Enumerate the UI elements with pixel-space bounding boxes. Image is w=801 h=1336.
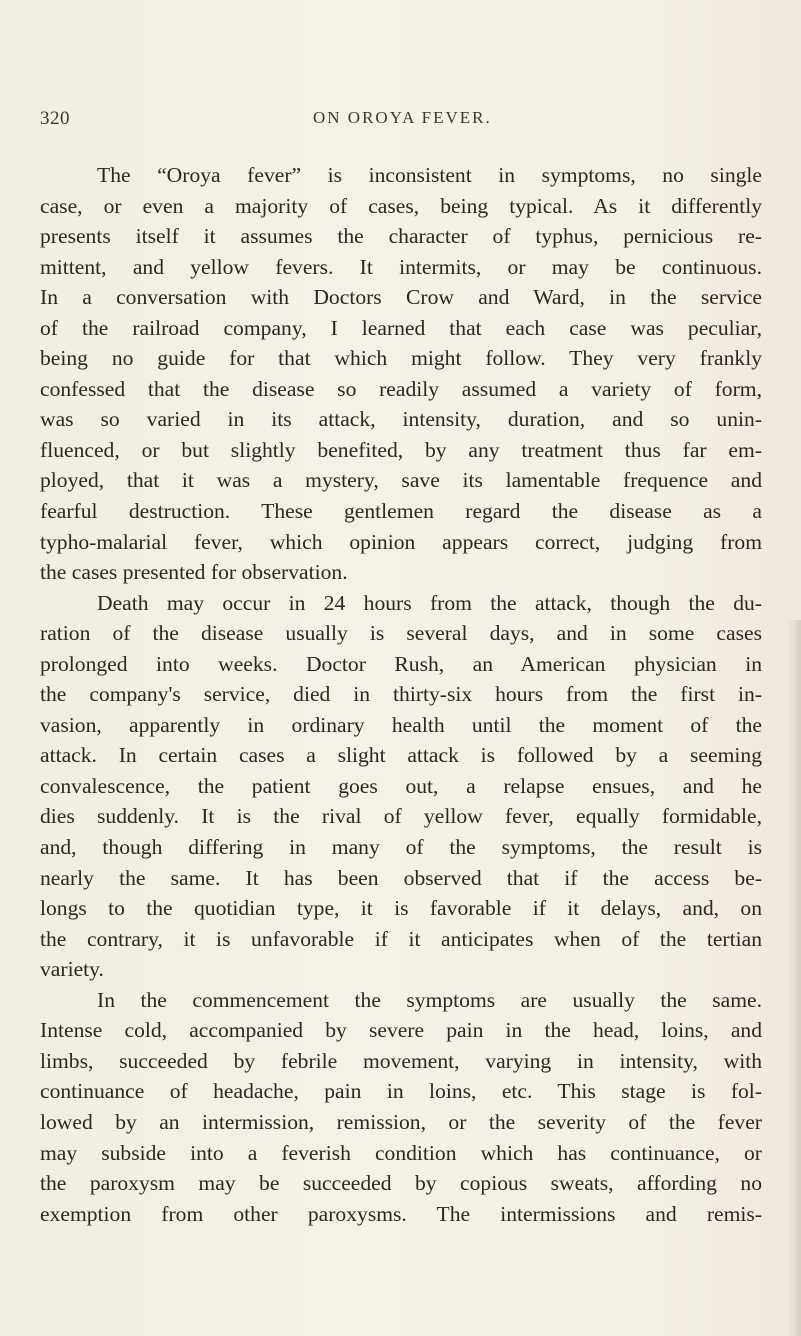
text-line: continuance of headache, pain in loins, etc. This stage is fol- xyxy=(40,1079,762,1104)
text-line: the contrary, it is unfavorable if it anticipates when of the tertian xyxy=(40,926,762,951)
body-text xyxy=(40,160,762,1229)
text-line: presents itself it assumes the character of typhus, pernicious re- xyxy=(40,224,762,249)
text-line: Death may occur in 24 hours from the attack, though the du- xyxy=(97,590,762,615)
paragraph-3 xyxy=(40,985,762,1229)
text-line: limbs, succeeded by febrile movement, varying in intensity, with xyxy=(40,1048,762,1073)
text-line: case, or even a majority of cases, being typical. As it differently xyxy=(40,193,762,218)
text-line: attack. In certain cases a slight attack is followed by a seeming xyxy=(40,743,762,768)
page-number: 320 xyxy=(40,108,70,129)
text-line: exemption from other paroxysms. The intermissions and remis- xyxy=(40,1201,762,1226)
text-line: convalescence, the patient goes out, a relapse ensues, and he xyxy=(40,773,762,798)
text-line: the paroxysm may be succeeded by copious sweats, affording no xyxy=(40,1171,762,1196)
text-line: variety. xyxy=(40,957,104,982)
text-line: of the railroad company, I learned that each case was peculiar, xyxy=(40,315,762,340)
text-line: In a conversation with Doctors Crow and Ward, in the service xyxy=(40,285,762,310)
text-line: fluenced, or but slightly benefited, by any treatment thus far em- xyxy=(40,437,762,462)
page-edge-shadow xyxy=(787,620,801,1336)
text-line: ration of the disease usually is several days, and in some cases xyxy=(40,621,762,646)
text-line: may subside into a feverish condition which has continuance, or xyxy=(40,1140,762,1165)
text-line: the cases presented for observation. xyxy=(40,560,348,585)
text-line: In the commencement the symptoms are usually the same. xyxy=(97,987,762,1012)
paragraph-1 xyxy=(40,160,762,588)
text-line: lowed by an intermission, remission, or the severity of the fever xyxy=(40,1109,762,1134)
paragraph-2 xyxy=(40,588,762,985)
text-line: the company's service, died in thirty-six hours from the first in- xyxy=(40,682,762,707)
text-line: confessed that the disease so readily assumed a variety of form, xyxy=(40,376,762,401)
text-line: was so varied in its attack, intensity, duration, and so unin- xyxy=(40,407,762,432)
text-line: prolonged into weeks. Doctor Rush, an American physician in xyxy=(40,651,762,676)
text-line: fearful destruction. These gentlemen regard the disease as a xyxy=(40,499,762,524)
text-line: longs to the quotidian type, it is favorable if it delays, and, on xyxy=(40,896,762,921)
text-line: dies suddenly. It is the rival of yellow fever, equally formidable, xyxy=(40,804,762,829)
text-line: and, though differing in many of the symptoms, the result is xyxy=(40,835,762,860)
text-line: typho-malarial fever, which opinion appears correct, judging from xyxy=(40,529,762,554)
text-line: vasion, apparently in ordinary health until the moment of the xyxy=(40,712,762,737)
running-head xyxy=(40,108,760,138)
text-line: The “Oroya fever” is inconsistent in symptoms, no single xyxy=(97,163,762,187)
text-line: Intense cold, accompanied by severe pain in the head, loins, and xyxy=(40,1018,762,1043)
text-line: ployed, that it was a mystery, save its lamentable frequence and xyxy=(40,468,762,493)
text-line: mittent, and yellow fevers. It intermits, or may be continuous. xyxy=(40,254,762,279)
text-line: being no guide for that which might follow. They very frankly xyxy=(40,346,762,371)
text-line: nearly the same. It has been observed that if the access be- xyxy=(40,865,762,890)
running-head-title: ON OROYA FEVER. xyxy=(313,108,492,127)
